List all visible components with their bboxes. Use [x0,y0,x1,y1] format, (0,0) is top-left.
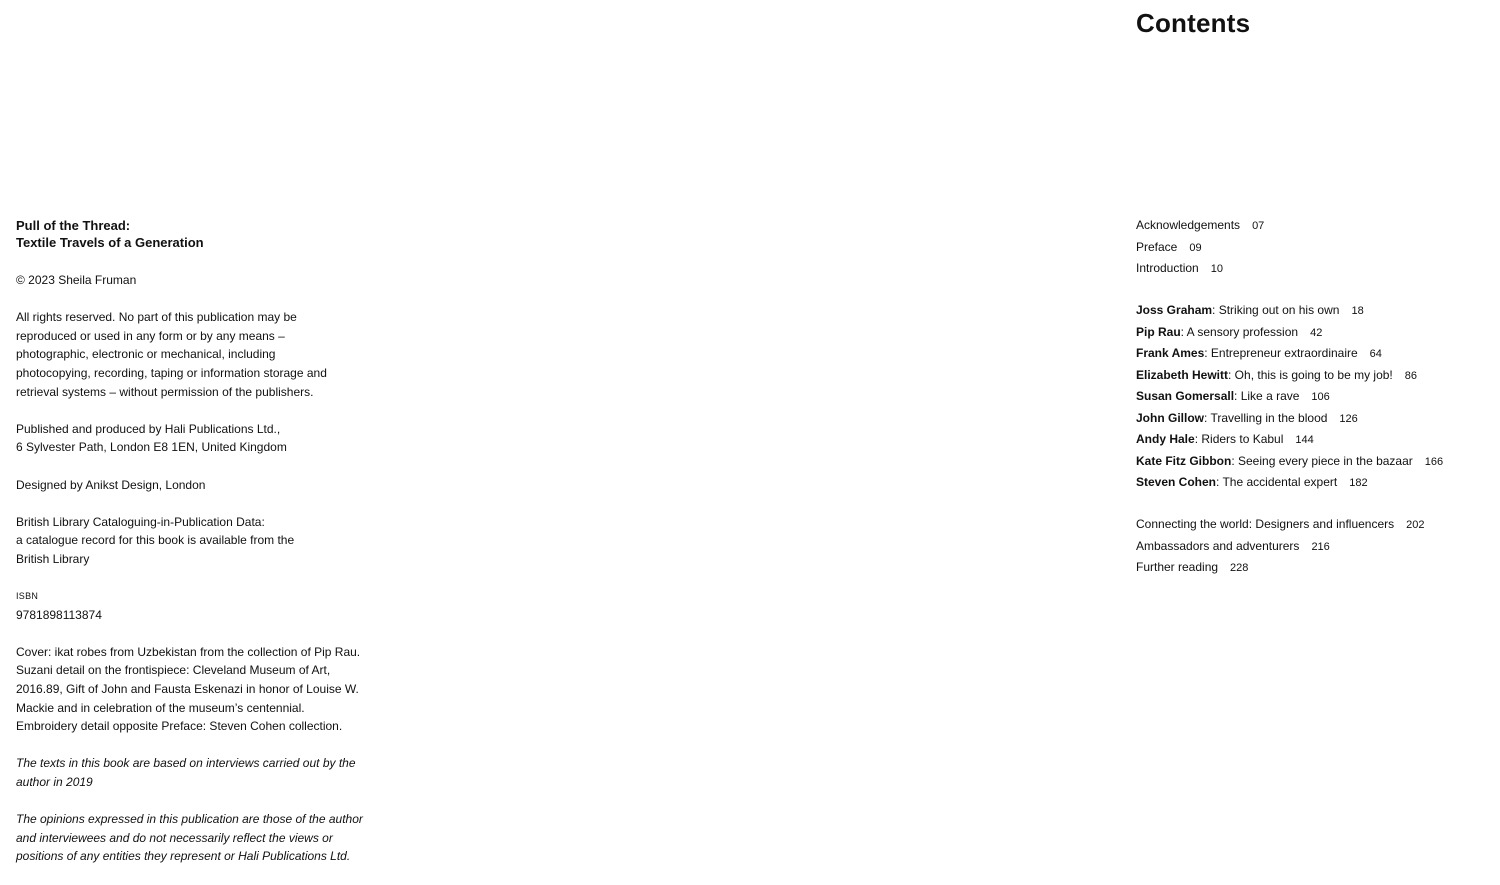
cover-line: Mackie and in celebration of the museum’s centennial. [16,700,305,715]
chapter-title: : A sensory profession [1180,324,1299,339]
chapter-author: Andy Hale [1136,432,1195,446]
toc-page-number: 202 [1406,519,1425,531]
toc-entry[interactable] [1136,536,1486,558]
chapter-author: Pip Rau [1136,324,1181,339]
rights-line: photocopying, recording, taping or information storage and [16,365,327,380]
toc-chapter-entry[interactable] [1136,451,1486,473]
toc-chapter-entry[interactable] [1136,429,1486,451]
toc-page-number: 42 [1310,326,1323,339]
isbn-label: ISBN [16,591,39,602]
toc-entry-label: Introduction [1136,261,1199,275]
chapter-title: : Oh, this is going to be my job! [1228,367,1393,382]
toc-entry[interactable] [1136,514,1486,536]
chapter-title: : The accidental expert [1216,475,1338,489]
toc-entry[interactable] [1136,215,1486,237]
rights-statement [16,308,386,401]
isbn [16,587,386,624]
interviews-line: author in 2019 [16,775,93,790]
designer-credit [16,476,386,495]
chapter-title: : Travelling in the blood [1204,410,1328,425]
toc-entry-label: Ambassadors and adventurers [1136,538,1300,553]
cataloguing-line: British Library Cataloguing-in-Publication Data: [16,514,265,529]
toc-entry-label: Further reading [1136,560,1219,574]
toc-chapters [1136,300,1486,494]
chapter-title: : Seeing every piece in the bazaar [1231,453,1413,468]
toc-page-number: 216 [1311,540,1330,553]
cover-line: Suzani detail on the frontispiece: Cleveland Museum of Art, [16,663,331,678]
toc-entry[interactable] [1136,237,1486,259]
copyright-text: © 2023 Sheila Fruman [16,273,137,287]
cover-line: Cover: ikat robes from Uzbekistan from the collection of Pip Rau. [16,644,361,659]
toc-page-number: 07 [1252,220,1265,232]
toc-chapter-entry[interactable] [1136,365,1486,387]
copyright-notice [16,271,386,290]
designer-line: Designed by Anikst Design, London [16,477,206,492]
cover-line: Embroidery detail opposite Preface: Steven Cohen collection. [16,719,343,734]
toc-page-number: 86 [1404,369,1418,382]
toc-chapter-entry[interactable] [1136,408,1486,430]
chapter-title: : Entrepreneur extraordinaire [1204,346,1358,360]
cover-credits [16,643,386,736]
toc-chapter-entry[interactable] [1136,300,1486,322]
chapter-title: : Riders to Kabul [1194,432,1284,446]
toc-entry-label: Acknowledgements [1136,218,1241,232]
chapter-title: : Like a rave [1234,389,1300,403]
toc-chapter-entry[interactable] [1136,472,1486,494]
toc-entry-label: Connecting the world: Designers and influencers [1136,517,1395,531]
publisher-line: 6 Sylvester Path, London E8 1EN, United Kingdom [16,440,287,455]
isbn-number: 9781898113874 [16,607,102,622]
contents-heading: Contents [1136,8,1251,38]
chapter-author: Kate Fitz Gibbon [1136,453,1232,468]
book-title-line: Pull of the Thread: [16,218,131,233]
table-of-contents [1136,215,1486,599]
toc-chapter-entry[interactable] [1136,322,1486,344]
cover-line: 2016.89, Gift of John and Fausta Eskenazi in honor of Louise W. [16,682,359,697]
toc-page-number: 18 [1351,305,1364,317]
toc-entry[interactable] [1136,258,1486,280]
disclaimer-line: The opinions expressed in this publication are those of the author [16,812,363,827]
disclaimer-line: and interviewees and do not necessarily reflect the views or [16,830,333,845]
toc-page-number: 228 [1230,562,1249,574]
toc-page-number: 182 [1349,477,1368,489]
toc-page-number: 126 [1339,412,1358,425]
book-subtitle-line: Textile Travels of a Generation [16,235,204,250]
chapter-title: : Striking out on his own [1212,303,1340,317]
cataloguing-line: a catalogue record for this book is available from the [16,533,295,548]
cataloguing-data [16,513,386,569]
disclaimer [16,810,386,866]
chapter-author: Joss Graham [1136,303,1213,317]
chapter-author: Susan Gomersall [1136,389,1235,403]
publisher-line: Published and produced by Hali Publications Ltd., [16,421,281,436]
rights-line: All rights reserved. No part of this publication may be [16,310,297,325]
isbn-line [16,587,386,624]
toc-page-number: 64 [1369,348,1382,360]
chapter-author: Elizabeth Hewitt [1136,367,1229,382]
toc-front-matter [1136,215,1486,280]
interviews-line: The texts in this book are based on interviews carried out by the [16,756,356,771]
toc-entry[interactable] [1136,557,1486,579]
publisher-info [16,420,386,457]
chapter-author: Frank Ames [1136,346,1205,360]
book-title [16,217,386,251]
toc-entry-label: Preface [1136,239,1178,254]
toc-page-number: 166 [1424,455,1444,468]
imprint-page [16,217,386,885]
toc-page-number: 10 [1210,263,1223,275]
cataloguing-line: British Library [16,551,90,566]
toc-chapter-entry[interactable] [1136,386,1486,408]
rights-line: photographic, electronic or mechanical, including [16,347,276,362]
toc-chapter-entry[interactable] [1136,343,1486,365]
interviews-note [16,754,386,791]
toc-back-matter [1136,514,1486,579]
toc-page-number: 106 [1311,391,1330,403]
chapter-author: Steven Cohen [1136,475,1217,489]
disclaimer-line: positions of any entities they represent or Hali Publications Ltd. [16,849,351,864]
chapter-author: John Gillow [1136,410,1204,425]
rights-line: reproduced or used in any form or by any means – [16,328,285,343]
toc-page-number: 144 [1295,434,1314,446]
toc-page-number: 09 [1189,241,1202,254]
rights-line: retrieval systems – without permission of the publishers. [16,384,314,399]
